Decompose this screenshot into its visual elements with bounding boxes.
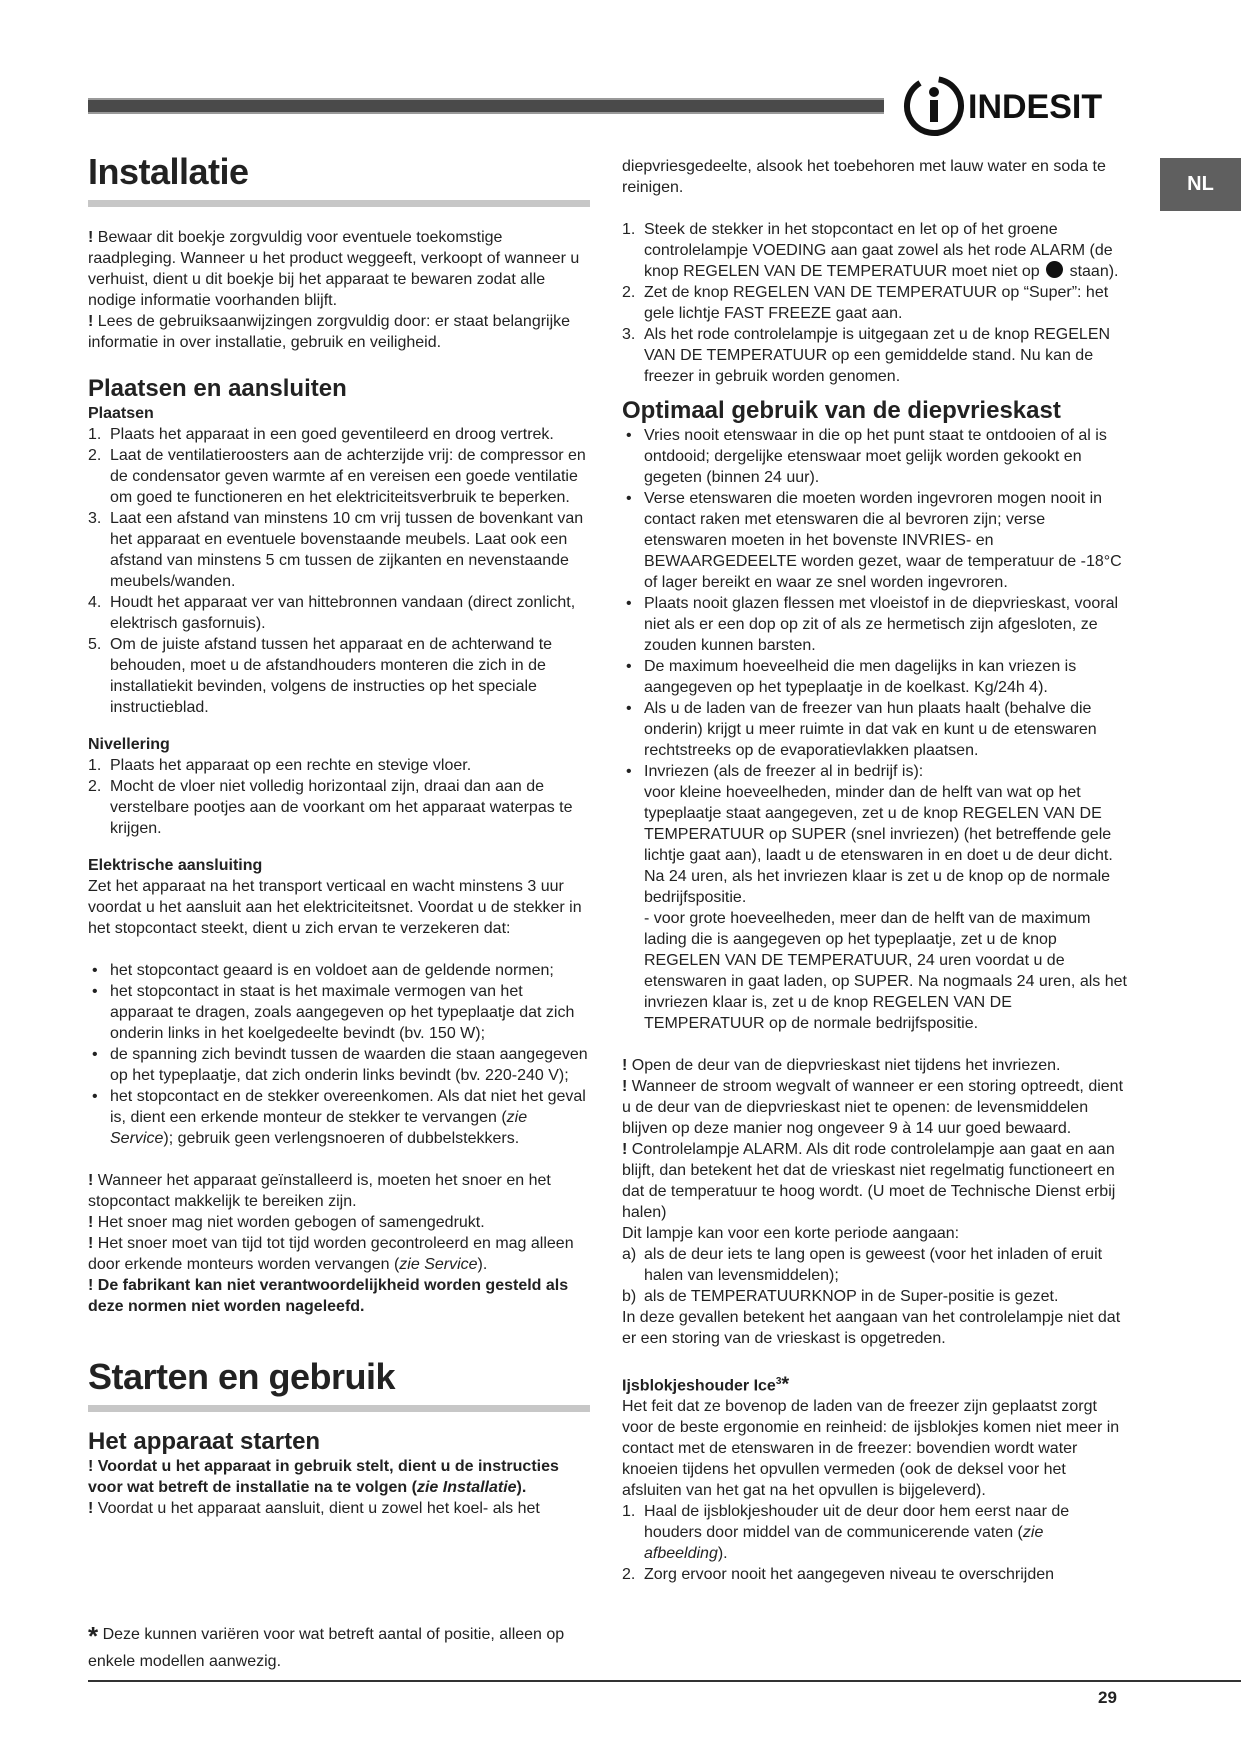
list-item: 2. Zet de knop REGELEN VAN DE TEMPERATUUR op “Super”: het gele lichtje FAST FREEZE gaat aan. (622, 284, 1109, 322)
header-bar (88, 98, 884, 114)
list-item: • Invriezen (als de freezer al in bedrijf is): voor kleine hoeveelheden, minder dan de helft van wat op het typeplaatje staat aangegeven, zet u de knop REGELEN VAN DE TEMPERATUUR op SUPER (snel invriezen) (het betreffende gele lichtje gaat aan), laadt u de etenswaren in en doet u de deur dicht. Na 24 uren, als het invriezen klaar is zet u de knop op de normale bedrijfspositie. - voor grote hoeveelheden, meer dan de helft van de maximum lading die is aangegeven op het typeplaatje, zet u de knop REGELEN VAN DE TEMPERATUUR, 24 uren voordat u de etenswaren in gaat laden, op SUPER. Na nogmaals 24 uren, als het invriezen klaar is, zet u de knop REGELEN VAN DE TEMPERATUUR op de normale bedrijfspositie. (626, 763, 1127, 1032)
brand-name: INDESIT (968, 88, 1103, 126)
heading-plaatsen-aansluiten: Plaatsen en aansluiten (88, 375, 347, 402)
ijs-list (622, 1501, 1127, 1585)
list-item: • het stopcontact en de stekker overeenkomen. Als dat niet het geval is, dient een erkende monteur de stekker te vervangen (zie Service); gebruik geen verlengsnoeren of dubbelstekkers. (92, 1088, 586, 1147)
start-steps-list (622, 219, 1127, 387)
left-column (88, 150, 590, 1519)
warning-text: ! Het snoer moet van tijd tot tijd worden gecontroleerd en mag alleen door erkende monteurs worden vervangen (zie Service). (88, 1235, 574, 1273)
list-item: 1. Plaats het apparaat op een rechte en stevige vloer. (88, 757, 472, 774)
section-rule (88, 1405, 590, 1412)
list-item: • de spanning zich bevindt tussen de waarden die staan aangegeven op het typeplaatje, dat zich onderin links bevindt (bv. 220-240 V); (92, 1046, 588, 1084)
list-item: 5. Om de juiste afstand tussen het apparaat en de achterwand te behouden, moet u de afstandhouders monteren die zich in de installatiekit bevinden, volgens de instructies op het speciale instructieblad. (88, 636, 553, 716)
list-item: 3. Laat een afstand van minstens 10 cm vrij tussen de bovenkant van het apparaat en eventuele bovenstaande meubels. Laat ook een afstand van minstens 5 cm tussen de zijkanten en nevenstaande meubels/wanden. (88, 510, 584, 590)
elektrisch-paragraph: Zet het apparaat na het transport verticaal en wacht minstens 3 uur voordat u het aansluit aan het elektriciteitsnet. Voordat u de stekker in het stopcontact steekt, dient u zich ervan te verzekeren dat: (88, 878, 582, 937)
list-item: 4. Houdt het apparaat ver van hittebronnen vandaan (direct zonlicht, elektrisch gasfornuis). (88, 594, 576, 632)
warning-text: ! Open de deur van de diepvrieskast niet tijdens het invriezen. (622, 1057, 1061, 1074)
list-item: 1. Steek de stekker in het stopcontact en let op of het groene controlelampje VOEDING aan gaat zowel als het rode ALARM (de knop REGELEN VAN DE TEMPERATUUR moet niet op staan). (622, 221, 1119, 280)
lampje-list (622, 1244, 1127, 1307)
subheading-nivellering: Nivellering (88, 736, 170, 753)
subheading-plaatsen: Plaatsen (88, 405, 154, 422)
warning-text: ! Controlelampje ALARM. Als dit rode controlelampje aan gaat en aan blijft, dan betekent het dat de vrieskast niet regelmatig functioneert en dat de temperatuur te hoog wordt. (U moet de Technische Dienst erbij halen) (622, 1141, 1116, 1221)
list-item: • het stopcontact geaard is en voldoet aan de geldende normen; (92, 962, 554, 979)
section-title-installatie: Installatie (88, 151, 249, 192)
list-item: 2. Laat de ventilatieroosters aan de achterzijde vrij: de compressor en de condensator geven warmte af en vereisen een goede ventilatie om goed te functioneren en het elektriciteitsverbruik te beperken. (88, 447, 586, 506)
continued-paragraph: diepvriesgedeelte, alsook het toebehoren met lauw water en soda te reinigen. (622, 158, 1106, 196)
nivellering-list (88, 755, 590, 839)
optimaal-bullets (622, 425, 1127, 1034)
knob-off-icon (1046, 261, 1063, 278)
list-item: 2. Mocht de vloer niet volledig horizontaal zijn, draai dan aan de verstelbare pootjes aan de voorkant om het apparaat waterpas te krijgen. (88, 778, 573, 837)
page-number: 29 (1098, 1688, 1117, 1707)
heading-optimaal-gebruik: Optimaal gebruik van de diepvrieskast (622, 397, 1061, 424)
intro-paragraph: ! Lees de gebruiksaanwijzingen zorgvuldig door: er staat belangrijke informatie in over installatie, gebruik en veiligheid. (88, 313, 571, 351)
warning-text: ! Het snoer mag niet worden gebogen of samengedrukt. (88, 1214, 485, 1231)
footnote (88, 1622, 598, 1675)
language-tab[interactable]: NL (1160, 158, 1241, 211)
list-item: 1. Haal de ijsblokjeshouder uit de deur door hem eerst naar de houders door middel van de communicerende vaten (zie afbeelding). (622, 1503, 1070, 1563)
list-item: • het stopcontact in staat is het maximale vermogen van het apparaat te dragen, zoals aangegeven op het typeplaatje dat zich onderin links in het koelgedeelte bevindt (bv. 150 W); (92, 983, 575, 1042)
invriezen-small: voor kleine hoeveelheden, minder dan de helft van wat op het typeplaatje staat aangegeven, zet u de knop REGELEN VAN DE TEMPERATUUR op SUPER (snel invriezen) (het betreffende gele lichtje gaat aan), laadt u de etenswaren in en doet u de deur dicht. Na 24 uren, als het invriezen klaar is zet u de knop op de normale bedrijfspositie. (644, 784, 1113, 906)
indesit-logo (900, 72, 1130, 140)
apparaat-bold-paragraph: ! Voordat u het apparaat in gebruik stelt, dient u de instructies voor wat betreft de installatie na te volgen (zie Installatie). (88, 1458, 559, 1496)
warning-text: ! Wanneer de stroom wegvalt of wanneer er een storing optreedt, dient u de deur van de diepvrieskast niet te openen: de levensmiddelen blijven op deze manier nog ongeveer 9 à 14 uur goed bewaard. (622, 1078, 1124, 1137)
list-item: • De maximum hoeveelheid die men dagelijks in kan vriezen is aangegeven op het typeplaatje in de koelkast. Kg/24h 4). (626, 658, 1077, 696)
apparaat-paragraph: ! Voordat u het apparaat aansluit, dient u zowel het koel- als het (88, 1500, 540, 1517)
ijs-paragraph: Het feit dat ze bovenop de laden van de freezer zijn geplaatst zorgt voor de beste ergonomie en reinheid: de ijsblokjes komen niet meer in contact met de etenswaren in de freezer: bovendien wordt water knoeien tijdens het opvullen vermeden (ook de deksel voor het afsluiten van het gat na het opvullen is bijgeleverd). (622, 1398, 1120, 1500)
list-item: 1. Plaats het apparaat in een goed geventileerd en droog vertrek. (88, 426, 554, 443)
section-title-starten: Starten en gebruik (88, 1356, 396, 1397)
warning-text: ! Wanneer het apparaat geïnstalleerd is, moeten het snoer en het stopcontact makkelijk te bereiken zijn. (88, 1172, 551, 1210)
elektrisch-bullets (88, 960, 590, 1149)
list-item: • Verse etenswaren die moeten worden ingevroren mogen nooit in contact raken met etenswaren die al bevroren zijn; verse etenswaren moeten in het bovenste INVRIES- en BEWAARGEDEELTE worden gezet, waar de temperatuur de -18°C of lager bereikt en waar ze snel worden ingevroren. (626, 490, 1122, 591)
lampje-paragraph: Dit lampje kan voor een korte periode aangaan: (622, 1225, 960, 1242)
warning-text-bold: ! De fabrikant kan niet verantwoordelijkheid worden gesteld als deze normen niet worden nageleefd. (88, 1277, 569, 1315)
intro-block (88, 227, 590, 353)
subheading-elektrische-aansluiting: Elektrische aansluiting (88, 857, 263, 874)
gevallen-paragraph: In deze gevallen betekent het aangaan van het controlelampje niet dat er een storing van de vrieskast is opgetreden. (622, 1309, 1121, 1347)
warnings-block (88, 1170, 590, 1317)
plaatsen-list (88, 424, 590, 718)
list-item: b) als de TEMPERATUURKNOP in de Super-positie is gezet. (622, 1288, 1059, 1305)
invriezen-large: - voor grote hoeveelheden, meer dan de helft van de maximum lading die is aangegeven op het typeplaatje, zet u de knop REGELEN VAN DE TEMPERATUUR, 24 uren voordat u de etenswaren in gaat laden, op SUPER. Na nogmaals 24 uren, als het invriezen klaar is, zet u de knop REGELEN VAN DE TEMPERATUUR op de normale bedrijfspositie. (644, 910, 1127, 1032)
right-column (622, 156, 1127, 1585)
list-item: 3. Als het rode controlelampje is uitgegaan zet u de knop REGELEN VAN DE TEMPERATUUR op een gemiddelde stand. Nu kan de freezer in gebruik worden genomen. (622, 326, 1111, 385)
intro-paragraph: ! Bewaar dit boekje zorgvuldig voor eventuele toekomstige raadpleging. Wanneer u het product weggeeft, verkoopt of wanneer u verhuist, dient u dit boekje bij het apparaat te bewaren zodat alle nodige informatie voorhanden blijft. (88, 229, 580, 309)
footnote-star: * (88, 1621, 99, 1651)
list-item: • Vries nooit etenswaar in die op het punt staat te ontdooien of al is ontdooid; dergelijke etenswaar moet gelijk worden gekookt en gegeten (binnen 24 uur). (626, 427, 1107, 486)
list-item: • Plaats nooit glazen flessen met vloeistof in de diepvrieskast, vooral niet als er een dop op zit of als ze hermetisch zijn afgesloten, ze zouden kunnen barsten. (626, 595, 1119, 654)
list-item: • Als u de laden van de freezer van hun plaats haalt (behalve die onderin) krijgt u meer ruimte in dat vak en kunt u de etenswaren rechtstreeks op de evaporatievlakken plaatsen. (626, 700, 1097, 759)
list-item: 2. Zorg ervoor nooit het aangegeven niveau te overschrijden (622, 1566, 1055, 1584)
list-item: a) als de deur iets te lang open is geweest (voor het inladen of eruit halen van levensmiddelen); (622, 1246, 1103, 1284)
subheading-ijsblokjeshouder: Ijsblokjeshouder Ice$^3$* (622, 1373, 790, 1396)
footer-rule (88, 1680, 1241, 1682)
heading-apparaat-starten: Het apparaat starten (88, 1428, 321, 1455)
section-rule (88, 200, 590, 207)
footnote-text: Deze kunnen variëren voor wat betreft aantal of positie, alleen op enkele modellen aanwezig. (88, 1626, 565, 1670)
right-warnings (622, 1055, 1127, 1349)
